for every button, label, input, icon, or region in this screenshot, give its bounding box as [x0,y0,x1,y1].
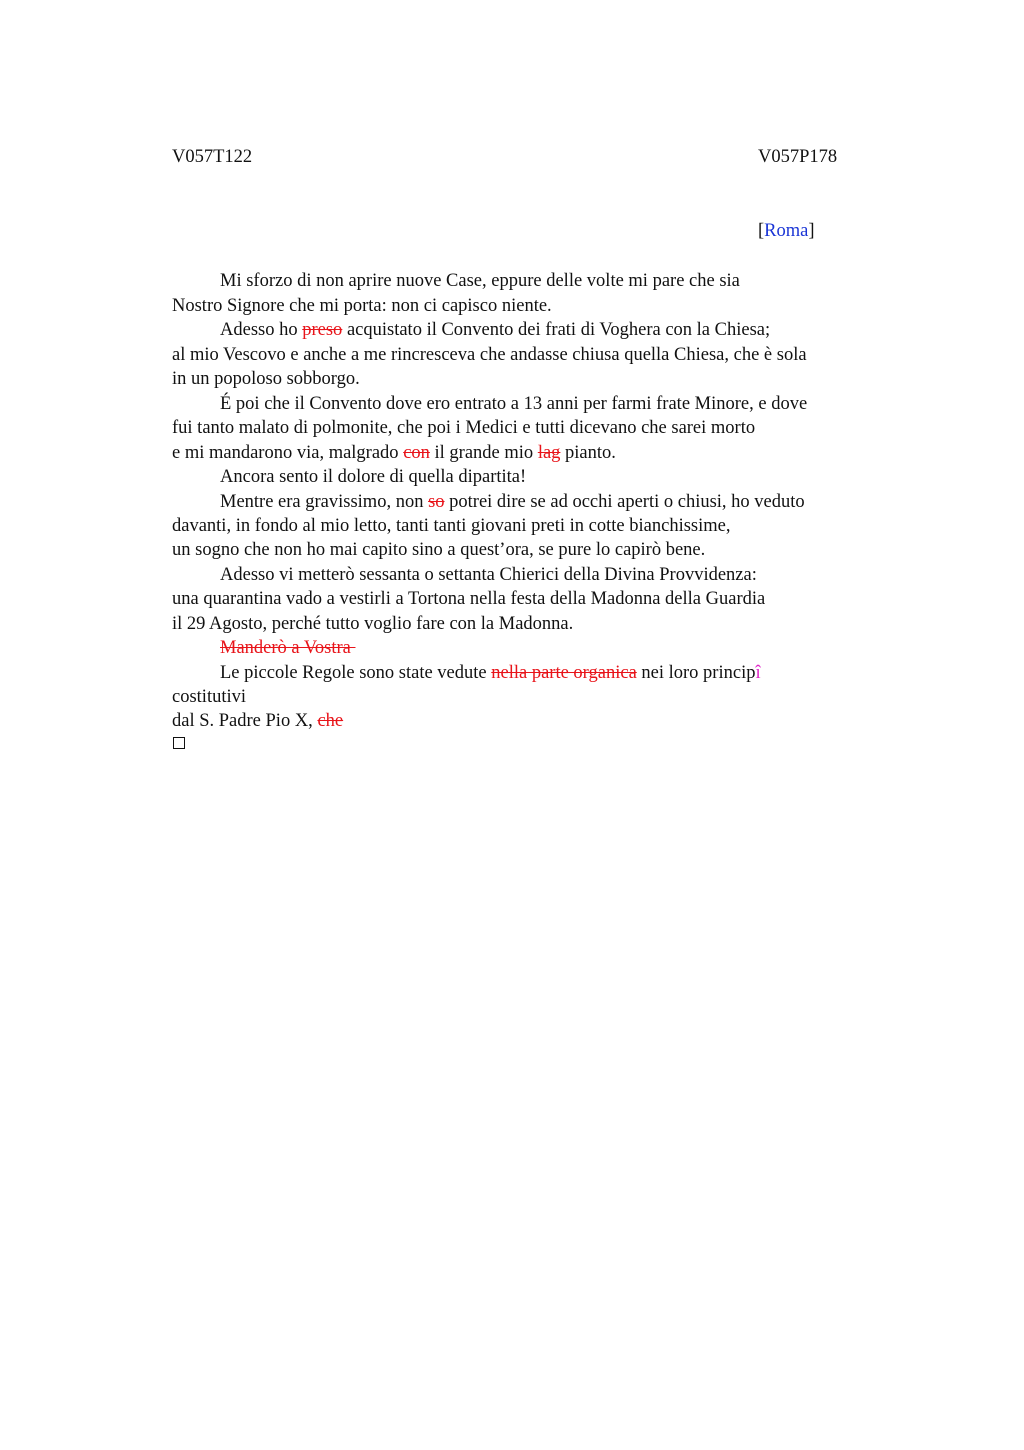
text-segment: Mi sforzo di non aprire nuove Case, eppure delle volte mi pare che sia [220,271,740,291]
text-segment: Mentre era gravissimo, non [220,492,429,512]
text-segment: Nostro Signore che mi porta: non ci capisco niente. [172,296,552,316]
end-box-symbol [173,737,185,749]
text-line [172,367,360,391]
text-line [220,636,355,660]
place-annotation [758,221,815,242]
deleted-text: lag [537,443,561,463]
text-line [172,538,705,562]
text-segment: nei loro princip [636,663,756,683]
page-code-right: V057P178 [758,147,838,167]
document-code-left: V057T122 [172,147,253,167]
text-segment: Adesso ho [220,320,303,340]
text-line [172,587,765,611]
text-segment: costitutivi [172,687,246,707]
text-line [172,709,343,733]
place-bracket-open: [ [758,221,765,241]
deleted-text: preso [302,320,343,340]
text-segment: acquistato il Convento dei frati di Voghera con la Chiesa; [342,320,771,340]
text-segment: Le piccole Regole sono state vedute [220,663,492,683]
text-line [220,490,805,514]
text-segment: un sogno che non ho mai capito sino a quest’ora, se pure lo capirò bene. [172,540,706,560]
text-line [220,392,807,416]
text-segment: dal S. Padre Pio X, [172,711,318,731]
text-line [220,318,770,342]
deleted-text: nella parte organica [491,663,637,683]
text-segment: É poi che il Convento dove ero entrato a 13 anni per farmi frate Minore, e dove [220,394,808,414]
text-segment: Ancora sento il dolore di quella dipartita! [220,467,527,487]
deleted-text: con [403,443,430,463]
text-segment: al mio Vescovo e anche a me rincresceva che andasse chiusa quella Chiesa, che è sola [172,345,807,365]
text-line [172,441,616,465]
text-segment: fui tanto malato di polmonite, che poi i Medici e tutti dicevano che sarei morto [172,418,756,438]
inserted-mark: î [755,663,761,683]
text-segment: una quarantina vado a vestirli a Tortona nella festa della Madonna della Guardia [172,589,766,609]
text-segment: pianto. [560,443,616,463]
text-line [172,294,552,318]
text-line [220,465,526,489]
text-line [172,514,730,538]
text-segment: Adesso vi metterò sessanta o settanta Chierici della Divina Provvidenza: [220,565,757,585]
text-segment: potrei dire se ad occhi aperti o chiusi, ho veduto [444,492,805,512]
deleted-text: so [428,492,445,512]
place-name: Roma [764,221,809,241]
place-bracket-close: ] [808,221,815,241]
text-segment: e mi mandarono via, malgrado [172,443,404,463]
text-line [220,661,761,685]
text-line [172,343,807,367]
text-line [172,685,246,709]
deleted-text: che [317,711,344,731]
text-segment: davanti, in fondo al mio letto, tanti tanti giovani preti in cotte bianchissime, [172,516,731,536]
deleted-text: Manderò a Vostra [220,638,356,658]
text-segment: il grande mio [429,443,538,463]
text-line [172,612,573,636]
text-segment: in un popoloso sobborgo. [172,369,360,389]
text-line [220,563,757,587]
text-segment: il 29 Agosto, perché tutto voglio fare con la Madonna. [172,614,574,634]
text-line [220,269,740,293]
text-line [172,416,755,440]
